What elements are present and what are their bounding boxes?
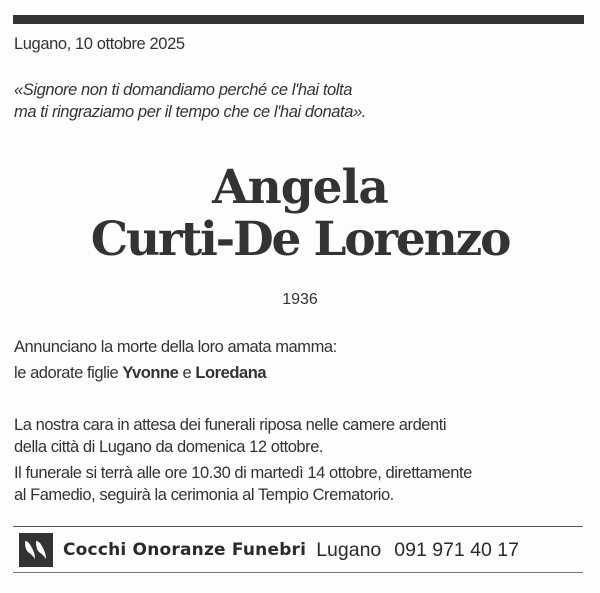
company-phone: 091 971 40 17 bbox=[394, 538, 519, 561]
company-name: Cocchi Onoranze Funebri bbox=[63, 540, 307, 560]
quote-line-2: ma ti ringraziamo per il tempo che ce l'hai donata». bbox=[14, 103, 366, 121]
announcement-line-1: Annunciano la morte della loro amata mamma: bbox=[14, 338, 337, 356]
funeral-info bbox=[14, 462, 472, 506]
deceased-last-name: Curti-De Lorenzo bbox=[90, 212, 510, 267]
footer-top-rule bbox=[13, 526, 583, 527]
daughter-name-1: Yvonne bbox=[122, 364, 179, 382]
funeral-line-1: Il funerale si terrà alle ore 10.30 di martedì 14 ottobre, direttamente bbox=[14, 464, 472, 482]
announcement bbox=[14, 336, 337, 384]
wake-line-1: La nostra cara in attesa dei funerali riposa nelle camere ardenti bbox=[14, 416, 447, 434]
birth-year: 1936 bbox=[282, 291, 318, 308]
deceased-first-name: Angela bbox=[212, 160, 388, 215]
quote-line-1: «Signore non ti domandiamo perché ce l'hai tolta bbox=[14, 81, 353, 99]
funeral-home-footer bbox=[19, 533, 519, 567]
announcement-line-2 bbox=[14, 362, 337, 384]
place-date: Lugano, 10 ottobre 2025 bbox=[14, 35, 185, 53]
footer-bottom-rule bbox=[13, 572, 583, 573]
double-flame-logo-icon bbox=[19, 533, 53, 567]
epigraph-quote bbox=[14, 79, 366, 123]
daughters-prefix: le adorate figlie bbox=[14, 364, 123, 382]
conjunction: e bbox=[178, 364, 196, 382]
wake-line-2: della città di Lugano da domenica 12 ottobre. bbox=[14, 438, 324, 456]
wake-info bbox=[14, 414, 446, 458]
funeral-line-2: al Famedio, seguirà la cerimonia al Tempio Crematorio. bbox=[14, 486, 394, 504]
top-rule bbox=[13, 15, 584, 24]
daughter-name-2: Loredana bbox=[195, 364, 267, 382]
company-city: Lugano bbox=[316, 538, 382, 561]
